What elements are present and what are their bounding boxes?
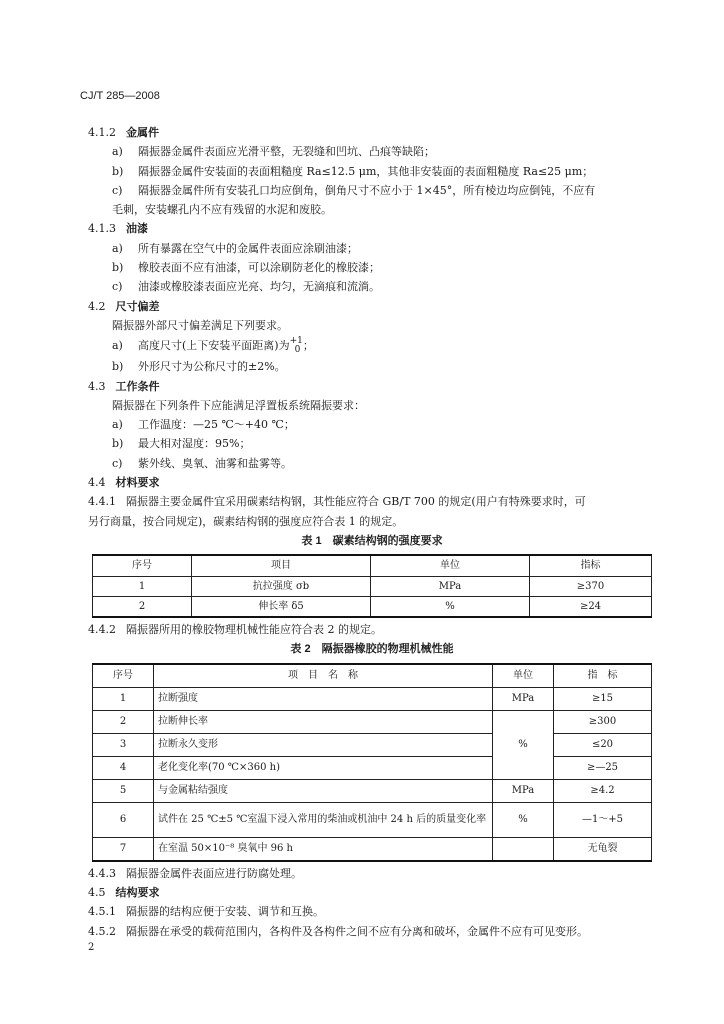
heading-4-2: 4.2 尺寸偏差: [88, 299, 160, 313]
para-4-4-1: 4.4.1 隔振器主要金属件宜采用碳素结构钢，其性能应符合 GB/T 700 的规定(用户有特殊要求时，可: [88, 495, 586, 509]
heading-4-1-2: 4.1.2 金属件: [88, 126, 159, 139]
table-1-header: 序号: [93, 555, 192, 576]
para-4-3-intro: 隔振器在下列条件下应能满足浮置板系统隔振要求：: [112, 398, 365, 412]
item-4-1-2-c-cont: 毛刺，安装螺孔内不应有残留的水泥和废胶。: [112, 203, 332, 217]
item-4-1-2-b: b) 隔振器金属件安装面的表面粗糙度 Ra≤12.5 μm，其他非安装面的表面粗糙度 Ra≤25 μm；: [112, 164, 594, 178]
item-4-1-2-a: a) 隔振器金属件表面应光滑平整，无裂缝和凹坑、凸痕等缺陷；: [112, 145, 435, 159]
para-4-2-intro: 隔振器外部尺寸偏差满足下列要求。: [112, 318, 288, 332]
table-1-header: 指标: [530, 555, 652, 576]
table-row: 2 拉断伸长率 % ≥300: [93, 710, 652, 733]
item-4-1-3-b: b) 橡胶表面不应有油漆，可以涂刷防老化的橡胶漆；: [112, 261, 380, 275]
table-1-header: 单位: [371, 555, 530, 576]
item-4-1-3-c: c) 油漆或橡胶漆表面应光亮、均匀，无滴痕和流淌。: [112, 280, 380, 294]
item-4-3-c: c) 紫外线、臭氧、油雾和盐雾等。: [112, 456, 292, 470]
table-1-header: 项目: [192, 555, 371, 576]
item-4-1-3-a: a) 所有暴露在空气中的金属件表面应涂刷油漆；: [112, 241, 358, 255]
para-4-4-2: 4.4.2 隔振器所用的橡胶物理机械性能应符合表 2 的规定。: [88, 623, 382, 637]
table-2-caption: 表 2 隔振器橡胶的物理机械性能: [290, 643, 454, 656]
table-2-header: 项 目 名 称: [154, 664, 493, 688]
table-row: 5 与金属粘结强度 MPa ≥4.2: [93, 779, 652, 802]
table-row: 4 老化变化率(70 ℃×360 h) ≥—25: [93, 756, 652, 779]
table-row: 1 拉断强度 MPa ≥15: [93, 687, 652, 710]
standard-code-header: CJ/T 285—2008: [80, 90, 160, 102]
heading-4-5: 4.5 结构要求: [88, 886, 160, 900]
page-number: 2: [88, 942, 95, 953]
item-4-3-b: b) 最大相对湿度：95%；: [112, 437, 251, 451]
table-row: 2 伸长率 δ5 % ≥24: [93, 596, 652, 617]
item-4-3-a: a) 工作温度：—25 ℃～+40 ℃；: [112, 418, 295, 432]
table-row: 7 在室温 50×10⁻⁸ 臭氧中 96 h 无龟裂: [93, 837, 652, 861]
table-row: 6 试件在 25 ℃±5 ℃室温下浸入常用的柴油或机油中 24 h 后的质量变化率 % —1～+5: [93, 802, 652, 837]
heading-4-4: 4.4 材料要求: [88, 476, 160, 490]
para-4-5-2: 4.5.2 隔振器在承受的载荷范围内，各构件及各构件之间不应有分离和破坏，金属件不应有可见变形。: [88, 924, 588, 938]
table-row: 1 抗拉强度 σb MPa ≥370: [93, 576, 652, 596]
para-4-4-1-cont: 另行商量，按合同规定)，碳素结构钢的强度应符合表 1 的规定。: [88, 514, 404, 528]
table-2-header: 单位: [493, 664, 554, 688]
item-4-2-a: a) 高度尺寸(上下安装平面距离)为+1 0 ；: [112, 336, 314, 356]
table-2-header: 指 标: [554, 664, 652, 688]
table-1: [92, 554, 652, 618]
table-2-header: 序号: [93, 664, 154, 688]
para-4-5-1: 4.5.1 隔振器的结构应便于安装、调节和互换。: [88, 905, 324, 919]
heading-4-3: 4.3 工作条件: [88, 379, 160, 393]
item-4-1-2-c: c) 隔振器金属件所有安装孔口均应倒角，倒角尺寸不应小于 1×45°，所有棱边均应倒钝，不应有: [112, 183, 596, 197]
table-1-caption: 表 1 碳素结构钢的强度要求: [301, 534, 443, 547]
heading-4-1-3: 4.1.3 油漆: [88, 222, 148, 236]
table-row: 3 拉断永久变形 ≤20: [93, 733, 652, 756]
para-4-4-3: 4.4.3 隔振器金属件表面应进行防腐处理。: [88, 866, 302, 880]
height-tolerance: +1 0: [289, 336, 303, 356]
table-2: [92, 663, 652, 862]
document-body: [88, 123, 656, 941]
item-4-2-b: b) 外形尺寸为公称尺寸的±2%。: [112, 360, 286, 374]
